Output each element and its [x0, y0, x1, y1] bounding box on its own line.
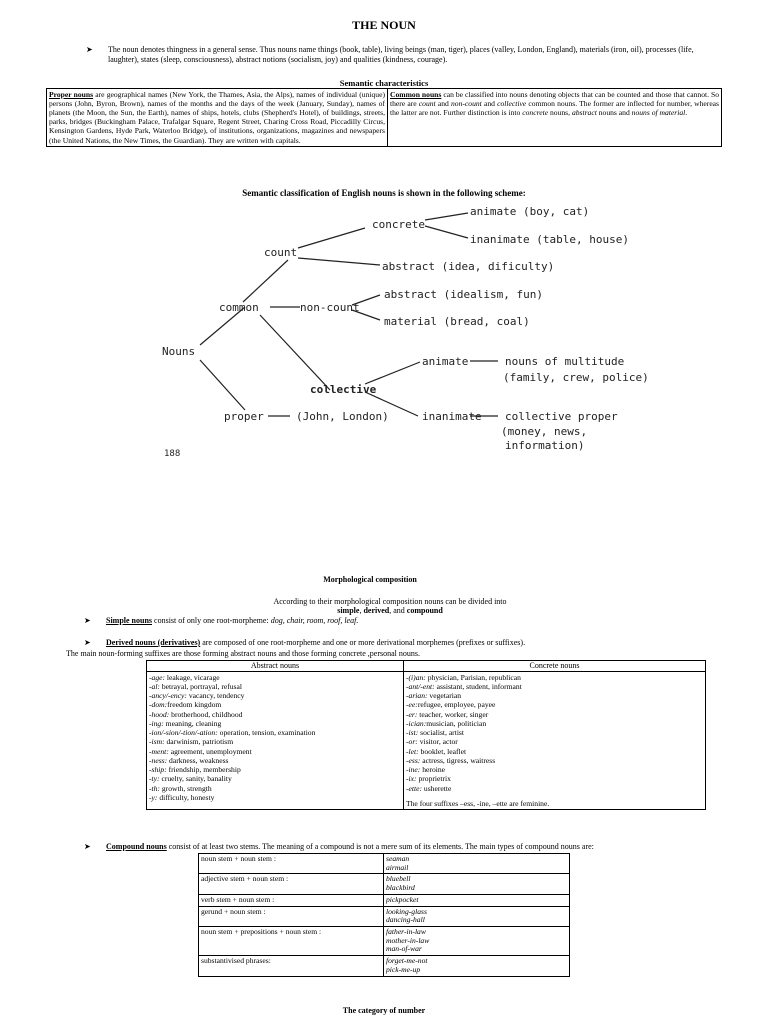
compound-examples [384, 874, 570, 894]
line-common-collective [260, 315, 330, 390]
compound-examples [384, 906, 570, 926]
proper-nouns-cell [47, 89, 388, 147]
intro-text: The noun denotes thingness in a general sense. Thus nouns name things (book, table), living beings (man, tiger), places (valley, London, England), materials (iron, oil), processes (life, laughter), states (sleep, consciousness), abstract notions (socialism, joy) and qualities (kindness, courage). [108, 45, 694, 64]
suffix: -ician: [406, 718, 427, 728]
suffix-row [406, 700, 703, 709]
suffix: -dom: [149, 700, 168, 710]
suffix-row [406, 719, 703, 728]
suffix: -ness: [149, 755, 168, 765]
simple-nouns-examples: dog, chair, room, roof, leaf. [270, 616, 359, 625]
suffix: -(i)an: [406, 672, 426, 682]
line-count-abstract [298, 258, 380, 265]
common-text: nouns, [548, 108, 572, 118]
node-multitude-line1: nouns of multitude [505, 355, 625, 368]
suffix-examples: assistant, student, informant [434, 681, 522, 691]
node-common: common [219, 301, 259, 314]
suffix-examples: vacancy, tendency [186, 691, 245, 701]
suffix-row [149, 793, 401, 802]
node-animate-example: animate (boy, cat) [470, 205, 590, 218]
suffix: -ism: [149, 737, 165, 747]
compound-type: noun stem + noun stem : [199, 854, 384, 874]
suffix-examples: agreement, unemployment [168, 746, 252, 756]
common-text: nouns and [596, 108, 632, 118]
table-row [199, 874, 570, 894]
compound-examples [384, 854, 570, 874]
suffix: -er: [406, 709, 418, 719]
feminine-note: The four suffixes –ess, -ine, –ette are feminine. [406, 798, 550, 808]
compound-type: substantivised phrases: [199, 956, 384, 976]
suffix: -al: [149, 681, 160, 691]
suffix: -th: [149, 783, 160, 793]
suffix: -age: [149, 672, 166, 682]
suffix: -ant/-ent: [406, 681, 435, 691]
table-row [199, 956, 570, 976]
suffix: -ment: [149, 746, 169, 756]
line-concrete-animate [425, 213, 468, 220]
type-compound: compound [406, 606, 443, 615]
proper-nouns-text: are geographical names (New York, the Thames, Asia, the Alps), names of individual (unique) persons (John, Byron, Brown), names of the months and the days of the week (January, Sunday), names of planets (the Moon, the Sun, the Earth), names of ships, hotels, clubs (Shepherd's Hotel), of buildings, streets, parks, bridges (Buckingham Palace, Trafalgar Square, Regent Street, Charing Cross Road, Piccadilly Circus, Kensington Gardens, Hyde Park, Waterloo Bridge), of institutions, organizations, magazines and newspapers (the United Nations, the New Times, the Guardian). They are written with capitals. [49, 90, 385, 145]
morph-heading: Morphological composition [323, 575, 417, 584]
semantic-heading: Semantic characteristics [339, 78, 429, 88]
abstract-suffix-list [147, 671, 404, 810]
suffix-examples: heroine [420, 765, 446, 775]
line-collective-animate [365, 362, 420, 384]
compound-example: bluebell [386, 874, 411, 884]
suffix: -y: [149, 792, 158, 802]
suffix: -or: [406, 737, 418, 747]
node-collective: collective [310, 383, 377, 396]
node-collective-animate: animate [422, 355, 469, 368]
line-count-concrete [298, 228, 365, 248]
compound-nouns-item [84, 842, 724, 852]
table-row [199, 927, 570, 956]
suffix-examples: betrayal, portrayal, refusal [159, 681, 242, 691]
concrete-suffix-list [406, 673, 703, 793]
scheme-heading: Semantic classification of English nouns is shown in the following scheme: [242, 188, 526, 198]
suffix-examples: meaning, cleaning [163, 718, 222, 728]
suffix-examples: socialist, artist [418, 728, 465, 738]
suffix: -let: [406, 746, 419, 756]
suffix-row [149, 747, 401, 756]
suffix-examples: darwinism, patriotism [164, 737, 234, 747]
proper-nouns-term: Proper nouns [49, 90, 94, 99]
suffix-examples: difficulty, honesty [157, 792, 215, 802]
suffix-row [149, 784, 401, 793]
suffix-examples: refugee, employee, payee [417, 700, 496, 710]
suffix-examples: visitor, actor [417, 737, 458, 747]
compound-example: mother-in-law [386, 935, 430, 945]
common-text: and [481, 99, 498, 109]
suffix: -ion/-sion/-tion/-ation: [149, 728, 218, 738]
node-count: count [264, 246, 298, 259]
derived-nouns-term: Derived nouns (derivatives) [106, 638, 201, 647]
suffix: -ship: [149, 765, 167, 775]
compound-table [198, 853, 570, 977]
abstract-header: Abstract nouns [147, 661, 404, 672]
suffix-examples: darkness, weakness [167, 755, 229, 765]
suffix-examples: growth, strength [159, 783, 212, 793]
concrete-suffix-cell [404, 671, 706, 810]
node-collective-inanimate: inanimate [422, 410, 482, 423]
page-title: THE NOUN [352, 18, 416, 32]
compound-example: pickpocket [386, 894, 419, 904]
suffix-examples: proprietrix [416, 774, 451, 784]
suffix-examples: vegetarian [427, 691, 462, 701]
suffix: -hood: [149, 709, 170, 719]
separator: , and [389, 606, 407, 615]
suffix-row [149, 691, 401, 700]
abstract-term: abstract [571, 108, 597, 118]
arrow-bullet-icon: ➤ [84, 638, 91, 647]
suffix-row [149, 673, 401, 682]
compound-table-body [199, 854, 570, 977]
collective-term: collective [497, 99, 527, 109]
suffix-examples: musician, politician [426, 718, 487, 728]
semantic-table [46, 88, 722, 147]
suffix-examples: teacher, worker, singer [417, 709, 489, 719]
compound-examples [384, 927, 570, 956]
derived-nouns-text: are composed of one root-morpheme and one or more derivational morphemes (prefixes or suffixes). [200, 638, 526, 647]
node-proper: proper [224, 410, 264, 423]
concrete-header: Concrete nouns [404, 661, 706, 672]
suffix-examples: actress, tigress, waitress [420, 755, 496, 765]
node-nouns: Nouns [162, 345, 196, 358]
compound-example: airmail [386, 862, 409, 872]
common-text: common nouns. The former are inflected for number, whereas the latter are not. Further distinction is into [390, 99, 720, 118]
suffix-row [149, 737, 401, 746]
suffix-examples: operation, tension, examination [217, 728, 316, 738]
node-colproper-line2: (money, news, [501, 425, 588, 438]
derived-nouns-item [84, 638, 724, 648]
compound-type: noun stem + prepositions + noun stem : [199, 927, 384, 956]
separator: , [359, 606, 364, 615]
common-text: and [435, 99, 451, 109]
suffix-row [149, 765, 401, 774]
suffix-row [149, 756, 401, 765]
compound-type: adjective stem + noun stem : [199, 874, 384, 894]
suffix-row [149, 710, 401, 719]
arrow-bullet-icon: ➤ [86, 45, 93, 54]
table-row [199, 854, 570, 874]
suffix-examples: usherette [422, 783, 452, 793]
arrow-bullet-icon: ➤ [84, 842, 91, 851]
suffix-examples: freedom kingdom [167, 700, 222, 710]
suffix-row [406, 747, 703, 756]
suffix-row [149, 719, 401, 728]
compound-example: blackbird [386, 883, 415, 893]
suffix-row [406, 737, 703, 746]
suffix: -ix: [406, 774, 417, 784]
simple-nouns-term: Simple nouns [106, 616, 153, 625]
suffix: -ine: [406, 765, 421, 775]
scan-page-number: 188 [164, 449, 181, 459]
type-derived: derived [363, 606, 390, 615]
suffix-table [146, 660, 706, 810]
common-nouns-cell [388, 89, 722, 147]
suffix: -ess: [406, 755, 421, 765]
node-colproper-line3: information) [505, 439, 585, 452]
line-nouns-proper [200, 360, 245, 410]
material-term: nouns of material [631, 108, 686, 118]
compound-example: pick-me-up [386, 964, 421, 974]
suffix: -ing: [149, 718, 164, 728]
concrete-term: concrete [522, 108, 549, 118]
suffix-examples: brotherhood, childhood [169, 709, 243, 719]
suffix-examples: physician, Parisian, republican [425, 672, 521, 682]
compound-nouns-text: consist of at least two stems. The meaning of a compound is not a mere sum of its elements. The main types of compound nouns are: [166, 842, 594, 851]
compound-example: looking-glass [386, 906, 427, 916]
suffix-row [149, 682, 401, 691]
suffix-row [406, 710, 703, 719]
suffix-row [406, 691, 703, 700]
suffix-intro: The main noun-forming suffixes are those forming abstract nouns and those forming concrete ,personal nouns. [66, 649, 420, 658]
suffix-row [406, 673, 703, 682]
common-text: can be classified into nouns denoting objects that can be counted and those that cannot. So there are [390, 90, 720, 109]
morph-types [0, 606, 780, 616]
compound-example: forget-me-not [386, 956, 428, 966]
suffix-row [406, 774, 703, 783]
suffix: -ette: [406, 783, 423, 793]
suffix-examples: cruelty, sanity, banality [159, 774, 232, 784]
simple-nouns-item [84, 616, 724, 626]
compound-type: verb stem + noun stem : [199, 894, 384, 906]
compound-example: man-of-war [386, 944, 422, 954]
suffix-row [149, 774, 401, 783]
common-nouns-term: Common nouns [390, 90, 442, 99]
node-proper-example: (John, London) [296, 410, 389, 423]
suffix-row [406, 728, 703, 737]
compound-examples [384, 956, 570, 976]
compound-example: seaman [386, 854, 410, 863]
node-abstract-example: abstract (idea, dificulty) [382, 260, 555, 273]
count-term: count [418, 99, 436, 109]
table-row [199, 894, 570, 906]
suffix-examples: leakage, vicarage [165, 672, 220, 682]
suffix: -arian: [406, 691, 428, 701]
suffix: -ee: [406, 700, 418, 710]
suffix-row [406, 756, 703, 765]
number-heading: The category of number [342, 1006, 426, 1015]
simple-nouns-text: consist of only one root-morpheme: [152, 616, 271, 625]
compound-examples [384, 894, 570, 906]
node-material: material (bread, coal) [384, 315, 530, 328]
type-simple: simple [337, 606, 360, 615]
node-multitude-line2: (family, crew, police) [503, 371, 649, 384]
arrow-bullet-icon: ➤ [84, 616, 91, 625]
compound-example: father-in-law [386, 927, 426, 937]
suffix-row [406, 765, 703, 774]
line-concrete-inanimate [425, 226, 468, 238]
table-row [199, 906, 570, 926]
compound-example: dancing-hall [386, 915, 425, 925]
noncount-term: non-count [450, 99, 482, 109]
compound-type: gerund + noun stem : [199, 906, 384, 926]
node-colproper-line1: collective proper [505, 410, 618, 423]
node-concrete: concrete [372, 218, 425, 231]
common-text: . [685, 108, 688, 118]
intro-paragraph [86, 45, 720, 64]
classification-diagram [140, 198, 649, 459]
node-non-count: non-count [300, 301, 360, 314]
suffix-row [406, 682, 703, 691]
suffix: -ist: [406, 728, 419, 738]
suffix: -ancy/-ency: [149, 691, 187, 701]
suffix-examples: friendship, membership [166, 765, 241, 775]
suffix-row [149, 700, 401, 709]
suffix-row [406, 784, 703, 793]
line-common-count [243, 260, 288, 302]
compound-nouns-term: Compound nouns [106, 842, 167, 851]
suffix-row [149, 728, 401, 737]
morph-intro: According to their morphological composition nouns can be divided into [273, 597, 507, 606]
suffix: -ty: [149, 774, 160, 784]
node-abstract-noncount: abstract (idealism, fun) [384, 288, 543, 301]
suffix-examples: booklet, leaflet [418, 746, 467, 756]
node-inanimate-example: inanimate (table, house) [470, 233, 629, 246]
